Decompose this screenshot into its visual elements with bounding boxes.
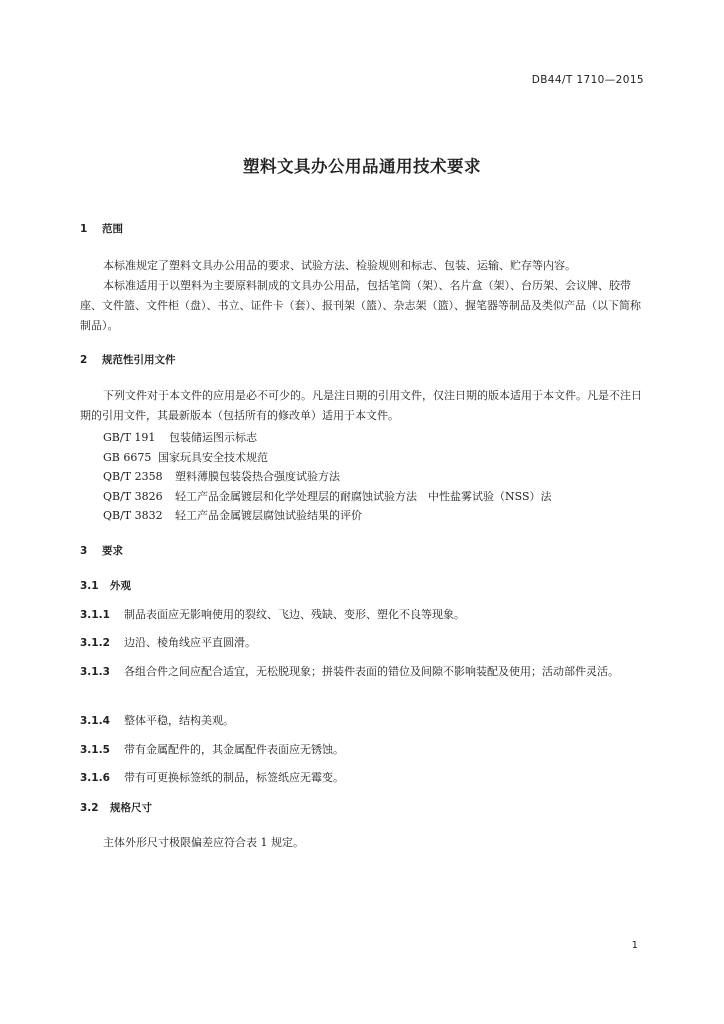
clause-text: 带有金属配件的，其金属配件表面应无锈蚀。 bbox=[124, 743, 344, 756]
reference-item bbox=[103, 488, 552, 504]
reference-code: QB/T 2358 bbox=[103, 470, 163, 483]
section-title: 范围 bbox=[102, 223, 123, 235]
clause-text: 整体平稳，结构美观。 bbox=[124, 714, 234, 727]
subsection-heading-dimensions bbox=[80, 800, 152, 815]
reference-code: QB/T 3826 bbox=[103, 490, 163, 503]
reference-title: 轻工产品金属镀层腐蚀试验结果的评价 bbox=[175, 509, 362, 522]
reference-title: 包装储运图示标志 bbox=[169, 431, 257, 444]
clause-number: 3.1.4 bbox=[80, 715, 110, 727]
section-heading-scope bbox=[80, 221, 123, 236]
subsection-number: 3.1 bbox=[80, 580, 99, 592]
clause-number: 3.1.3 bbox=[80, 666, 110, 678]
section-title: 要求 bbox=[102, 545, 123, 557]
reference-code: GB 6675 bbox=[103, 451, 152, 464]
clause bbox=[80, 662, 648, 682]
document-title: 塑料文具办公用品通用技术要求 bbox=[243, 157, 481, 176]
scope-paragraph-1: 本标准规定了塑料文具办公用品的要求、试验方法、检验规则和标志、包装、运输、贮存等内容。 bbox=[103, 259, 576, 272]
clause bbox=[80, 633, 648, 653]
clause-number: 3.1.6 bbox=[80, 772, 110, 784]
normative-paragraph: 下列文件对于本文件的应用是必不可少的。凡是注日期的引用文件，仅注日期的版本适用于本文件。凡是不注日期的引用文件，其最新版本（包括所有的修改单）适用于本文件。 bbox=[80, 389, 642, 422]
clause-number: 3.1.5 bbox=[80, 744, 110, 756]
section-title: 规范性引用文件 bbox=[102, 354, 176, 366]
document-code: DB44/T 1710—2015 bbox=[531, 74, 644, 86]
clause bbox=[80, 605, 648, 625]
clause-text: 制品表面应无影响使用的裂纹、飞边、残缺、变形、塑化不良等现象。 bbox=[124, 608, 465, 621]
section-heading-requirements bbox=[80, 543, 123, 558]
reference-title: 轻工产品金属镀层和化学处理层的耐腐蚀试验方法 中性盐雾试验（NSS）法 bbox=[175, 490, 552, 503]
scope-paragraph-2: 本标准适用于以塑料为主要原料制成的文具办公用品，包括笔筒（架）、名片盒（架）、台历架、会议牌、胶带座、文件篮、文件柜（盘）、书立、证件卡（套）、报刊架（篮）、杂志架（篮）、握笔器等制品及类似产品（以下简称制品）。 bbox=[80, 279, 641, 332]
reference-item bbox=[103, 429, 257, 445]
dimensions-paragraph: 主体外形尺寸极限偏差应符合表 1 规定。 bbox=[103, 836, 304, 849]
section-number: 3 bbox=[80, 545, 88, 557]
clause-number: 3.1.2 bbox=[80, 637, 110, 649]
reference-title: 国家玩具安全技术规范 bbox=[158, 451, 268, 464]
reference-code: QB/T 3832 bbox=[103, 509, 163, 522]
section-number: 2 bbox=[80, 354, 88, 366]
reference-item bbox=[103, 507, 362, 523]
section-number: 1 bbox=[80, 223, 88, 235]
clause-text: 各组合件之间应配合适宜，无松脱现象；拼装件表面的错位及间隙不影响装配及使用；活动部件灵活。 bbox=[124, 665, 619, 678]
reference-item bbox=[103, 468, 340, 484]
clause bbox=[80, 740, 648, 760]
clause bbox=[80, 711, 648, 731]
subsection-title: 规格尺寸 bbox=[110, 802, 152, 814]
clause-text: 带有可更换标签纸的制品，标签纸应无霉变。 bbox=[124, 771, 344, 784]
page-number: 1 bbox=[631, 940, 638, 951]
subsection-title: 外观 bbox=[110, 580, 131, 592]
clause bbox=[80, 768, 648, 788]
clause-number: 3.1.1 bbox=[80, 609, 110, 621]
subsection-heading-appearance bbox=[80, 578, 131, 593]
reference-title: 塑料薄膜包装袋热合强度试验方法 bbox=[175, 470, 340, 483]
reference-code: GB/T 191 bbox=[103, 431, 156, 444]
clause-text: 边沿、棱角线应平直圆滑。 bbox=[124, 636, 256, 649]
subsection-number: 3.2 bbox=[80, 802, 99, 814]
section-heading-normative bbox=[80, 352, 176, 367]
reference-item bbox=[103, 449, 268, 465]
